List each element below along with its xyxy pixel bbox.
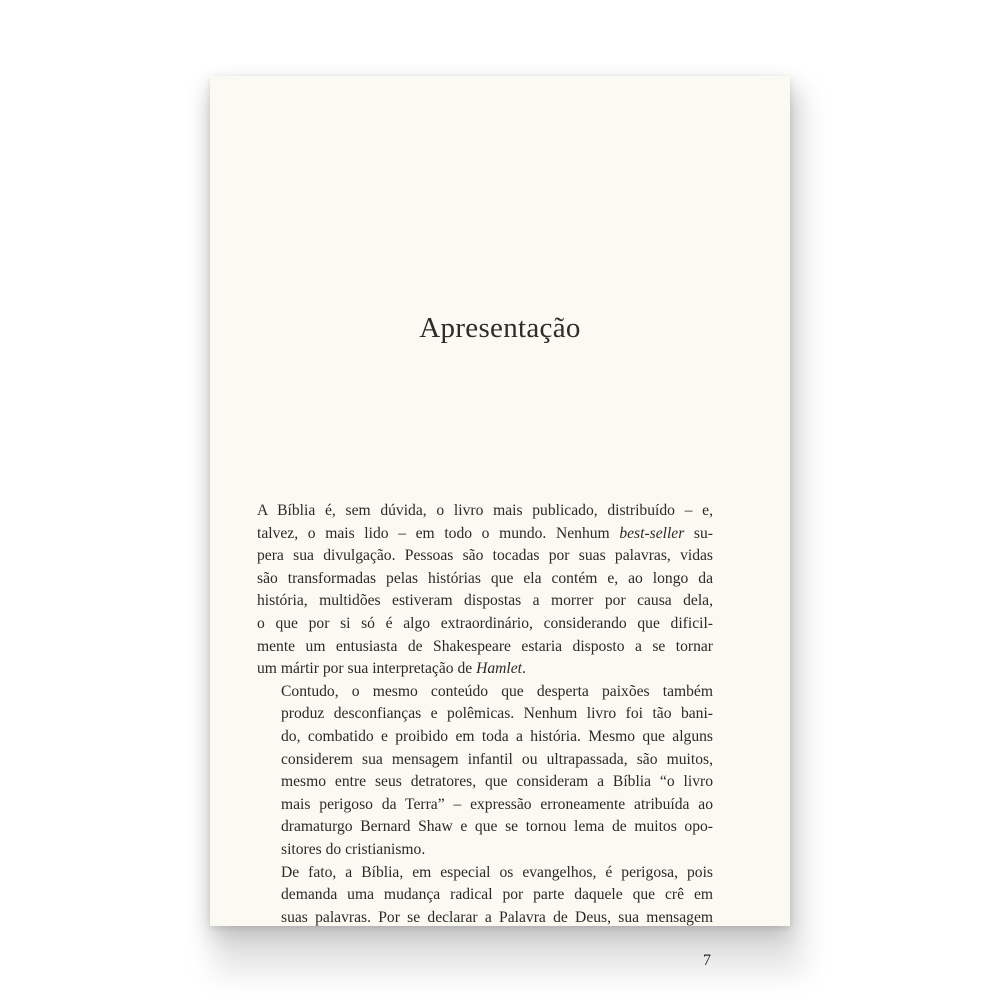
text-line: demanda uma mudança radical por parte daquele que crê em <box>281 886 713 904</box>
text-line: mente um entusiasta de Shakespeare estaria disposto a se tornar <box>257 637 713 655</box>
text-line: suas palavras. Por se declarar a Palavra de Deus, sua mensagem <box>281 908 713 926</box>
text-line: sitores do cristianismo. <box>281 840 426 858</box>
text-line: talvez, o mais lido – em todo o mundo. Nenhum best-seller su- <box>257 524 713 542</box>
text-line: mais perigoso da Terra” – expressão erroneamente atribuída ao <box>281 795 713 813</box>
text-line: produz desconfianças e polêmicas. Nenhum livro foi tão bani- <box>281 705 713 723</box>
paragraph-3 <box>257 862 713 930</box>
text-line: são transformadas pelas histórias que ela contém e, ao longo da <box>257 569 713 587</box>
text-line: um mártir por sua interpretação de Hamlet. <box>257 660 526 678</box>
book-page <box>210 76 790 969</box>
text-line: do, combatido e proibido em toda a história. Mesmo que alguns <box>281 727 713 745</box>
text-line: Contudo, o mesmo conteúdo que desperta paixões também <box>281 682 713 700</box>
text-line: considerem sua mensagem infantil ou ultrapassada, são muitos, <box>281 750 713 768</box>
text-line: De fato, a Bíblia, em especial os evangelhos, é perigosa, pois <box>281 863 713 881</box>
page-number: 7 <box>703 952 711 969</box>
body-text <box>257 500 713 929</box>
text-line: dramaturgo Bernard Shaw e que se tornou lema de muitos opo- <box>281 818 713 836</box>
paragraph-2 <box>257 681 713 862</box>
text-line: história, multidões estiveram dispostas a morrer por causa dela, <box>257 592 713 610</box>
paragraph-1 <box>257 500 713 681</box>
text-line: A Bíblia é, sem dúvida, o livro mais publicado, distribuído – e, <box>257 502 713 519</box>
italic-term: best-seller <box>619 524 685 542</box>
italic-term: Hamlet <box>476 660 522 678</box>
text-line: mesmo entre seus detratores, que consideram a Bíblia “o livro <box>281 773 713 791</box>
text-line: o que por si só é algo extraordinário, considerando que dificil- <box>257 614 713 632</box>
text-line: pera sua divulgação. Pessoas são tocadas por suas palavras, vidas <box>257 547 713 565</box>
chapter-title: Apresentação <box>419 312 581 344</box>
